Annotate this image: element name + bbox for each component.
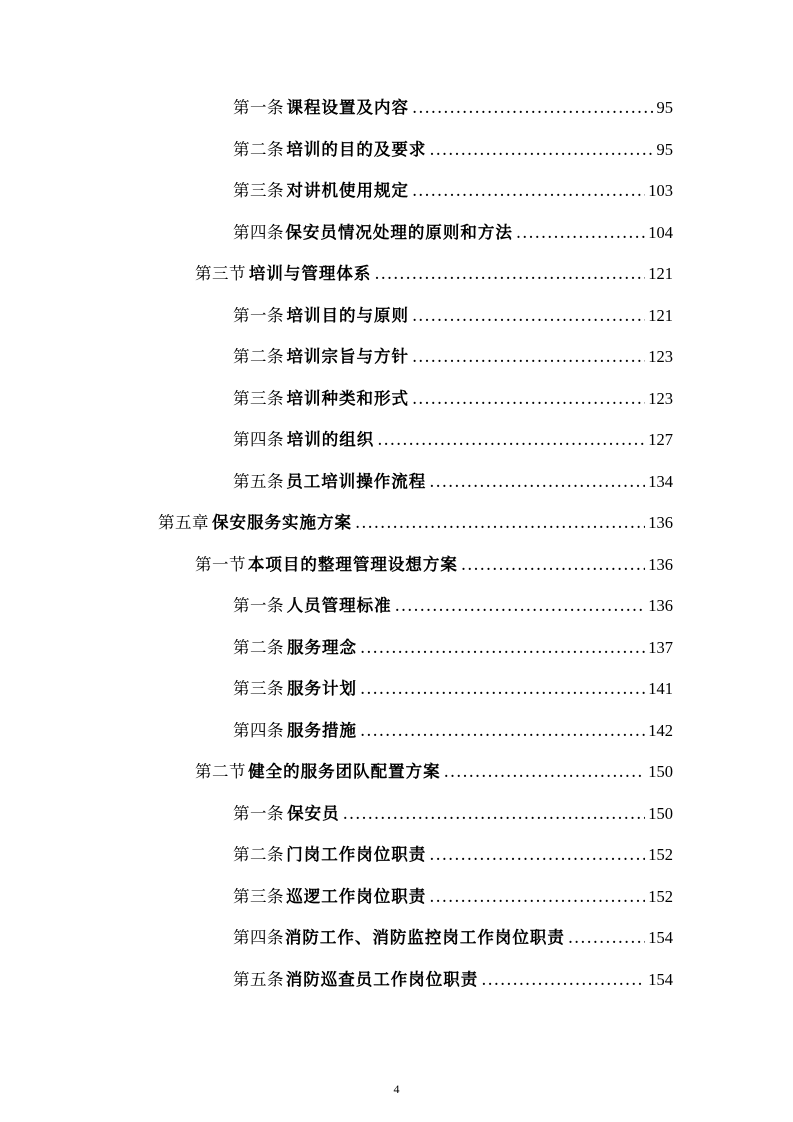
toc-entry-number: 第五条 — [233, 969, 284, 989]
toc-entry-title: 保安员情况处理的原则和方法 — [285, 222, 513, 242]
toc-entry-number: 第二条 — [233, 347, 284, 366]
toc-entry-number: 第五条 — [233, 471, 284, 491]
toc-entry-page: 123 — [648, 347, 673, 366]
toc-entry-page: 104 — [648, 222, 673, 242]
toc-entry-page: 95 — [656, 98, 673, 117]
toc-entry-title: 对讲机使用规定 — [286, 181, 409, 200]
toc-entry[interactable] — [233, 591, 673, 621]
toc-dot-leader — [412, 93, 653, 123]
toc-entry-page: 152 — [648, 886, 673, 906]
toc-dot-leader — [444, 757, 646, 787]
toc-entry[interactable] — [195, 757, 673, 787]
toc-entry-title: 培训目的与原则 — [286, 305, 409, 325]
toc-entry[interactable] — [233, 135, 673, 165]
toc-entry[interactable] — [233, 882, 673, 912]
toc-entry-title: 人员管理标准 — [286, 596, 392, 615]
toc-dot-leader — [395, 591, 646, 621]
toc-dot-leader — [481, 965, 645, 995]
toc-entry-number: 第一条 — [233, 596, 284, 615]
toc-entry[interactable] — [233, 674, 673, 704]
toc-entry[interactable] — [233, 176, 673, 206]
toc-entry-page: 121 — [648, 264, 673, 283]
toc-entry-title: 员工培训操作流程 — [286, 471, 427, 491]
toc-dot-leader — [412, 342, 645, 372]
toc-entry-title: 保安员 — [287, 803, 340, 823]
toc-entry-page: 127 — [648, 430, 673, 449]
toc-entry-number: 第二条 — [233, 845, 284, 864]
toc-dot-leader — [355, 508, 645, 538]
toc-entry-page: 154 — [648, 969, 673, 989]
toc-entry-number: 第一条 — [233, 305, 284, 325]
toc-dot-leader — [429, 135, 653, 165]
toc-entry-page: 142 — [648, 720, 673, 740]
toc-entry-number: 第一条 — [233, 803, 284, 823]
toc-entry-number: 第三条 — [233, 886, 284, 906]
toc-dot-leader — [377, 425, 645, 455]
toc-entry[interactable] — [233, 301, 673, 331]
toc-entry-number: 第四条 — [233, 928, 284, 947]
toc-entry[interactable] — [233, 342, 673, 372]
toc-entry[interactable] — [195, 550, 673, 580]
toc-entry-title: 培训的目的及要求 — [286, 139, 427, 159]
toc-entry-page: 134 — [648, 471, 673, 491]
toc-entry-page: 150 — [648, 762, 673, 781]
toc-entry-title: 服务计划 — [286, 679, 357, 698]
toc-dot-leader — [568, 923, 645, 953]
toc-entry-title: 保安服务实施方案 — [212, 513, 353, 532]
toc-entry-title: 巡逻工作岗位职责 — [286, 886, 427, 906]
toc-entry-number: 第三条 — [233, 679, 284, 698]
toc-entry-page: 123 — [648, 388, 673, 408]
toc-entry[interactable] — [233, 799, 673, 829]
toc-entry[interactable] — [233, 965, 673, 995]
toc-dot-leader — [412, 384, 645, 414]
toc-entry[interactable] — [233, 923, 673, 953]
toc-entry-number: 第四条 — [233, 430, 284, 449]
toc-entry-page: 136 — [648, 596, 673, 615]
toc-entry[interactable] — [158, 508, 673, 538]
toc-entry-number: 第四条 — [233, 720, 284, 740]
toc-entry[interactable] — [233, 467, 673, 497]
toc-entry-number: 第二条 — [233, 139, 284, 159]
toc-entry-title: 消防工作、消防监控岗工作岗位职责 — [284, 928, 565, 947]
toc-dot-leader — [360, 674, 645, 704]
toc-dot-leader — [412, 301, 645, 331]
toc-entry-page: 154 — [648, 928, 673, 947]
toc-entry[interactable] — [233, 425, 673, 455]
toc-entry-title: 课程设置及内容 — [286, 98, 410, 117]
toc-entry-number: 第一节 — [195, 554, 246, 574]
toc-dot-leader — [360, 633, 645, 663]
toc-entry-title: 本项目的整理管理设想方案 — [247, 554, 458, 574]
toc-entry[interactable] — [233, 633, 673, 663]
toc-entry[interactable] — [233, 384, 673, 414]
toc-dot-leader — [516, 218, 645, 248]
toc-dot-leader — [374, 259, 645, 289]
page-number: 4 — [393, 1082, 400, 1096]
toc-dot-leader — [429, 840, 645, 870]
toc-entry[interactable] — [233, 93, 673, 123]
toc-entry-page: 95 — [656, 139, 673, 159]
toc-entry-number: 第三条 — [233, 388, 284, 408]
toc-entry[interactable] — [233, 218, 673, 248]
toc-entry[interactable] — [233, 716, 673, 746]
toc-entry-number: 第一条 — [233, 98, 284, 117]
toc-entry-title: 门岗工作岗位职责 — [286, 845, 427, 864]
toc-entry-page: 136 — [648, 554, 673, 574]
toc-entry-title: 服务措施 — [286, 720, 357, 740]
toc-dot-leader — [461, 550, 645, 580]
toc-entry-page: 121 — [648, 305, 673, 325]
toc-entry-title: 培训的组织 — [286, 430, 375, 449]
toc-entry-page: 152 — [648, 845, 673, 864]
toc-entry-number: 第五章 — [158, 513, 209, 532]
toc-entry-number: 第三条 — [233, 181, 284, 200]
toc-entry-number: 第四条 — [233, 222, 284, 242]
toc-entry-number: 第二节 — [195, 762, 246, 781]
toc-dot-leader — [429, 467, 645, 497]
toc-entry[interactable] — [233, 840, 673, 870]
toc-dot-leader — [343, 799, 646, 829]
toc-entry-title: 培训种类和形式 — [286, 388, 409, 408]
toc-entry[interactable] — [195, 259, 673, 289]
toc-entry-title: 健全的服务团队配置方案 — [248, 762, 441, 781]
toc-dot-leader — [360, 716, 645, 746]
toc-entry-page: 137 — [648, 637, 673, 657]
toc-entry-page: 136 — [648, 513, 673, 532]
toc-entry-page: 150 — [648, 803, 673, 823]
toc-entry-title: 消防巡查员工作岗位职责 — [285, 969, 479, 989]
toc-entry-number: 第二条 — [233, 637, 284, 657]
toc-dot-leader — [429, 882, 645, 912]
toc-entry-page: 103 — [648, 181, 673, 200]
toc-dot-leader — [412, 176, 645, 206]
toc-entry-title: 培训与管理体系 — [248, 264, 372, 283]
toc-entry-title: 培训宗旨与方针 — [286, 347, 409, 366]
toc-entry-page: 141 — [648, 679, 673, 698]
toc-entry-title: 服务理念 — [286, 637, 357, 657]
toc-entry-number: 第三节 — [195, 264, 246, 283]
